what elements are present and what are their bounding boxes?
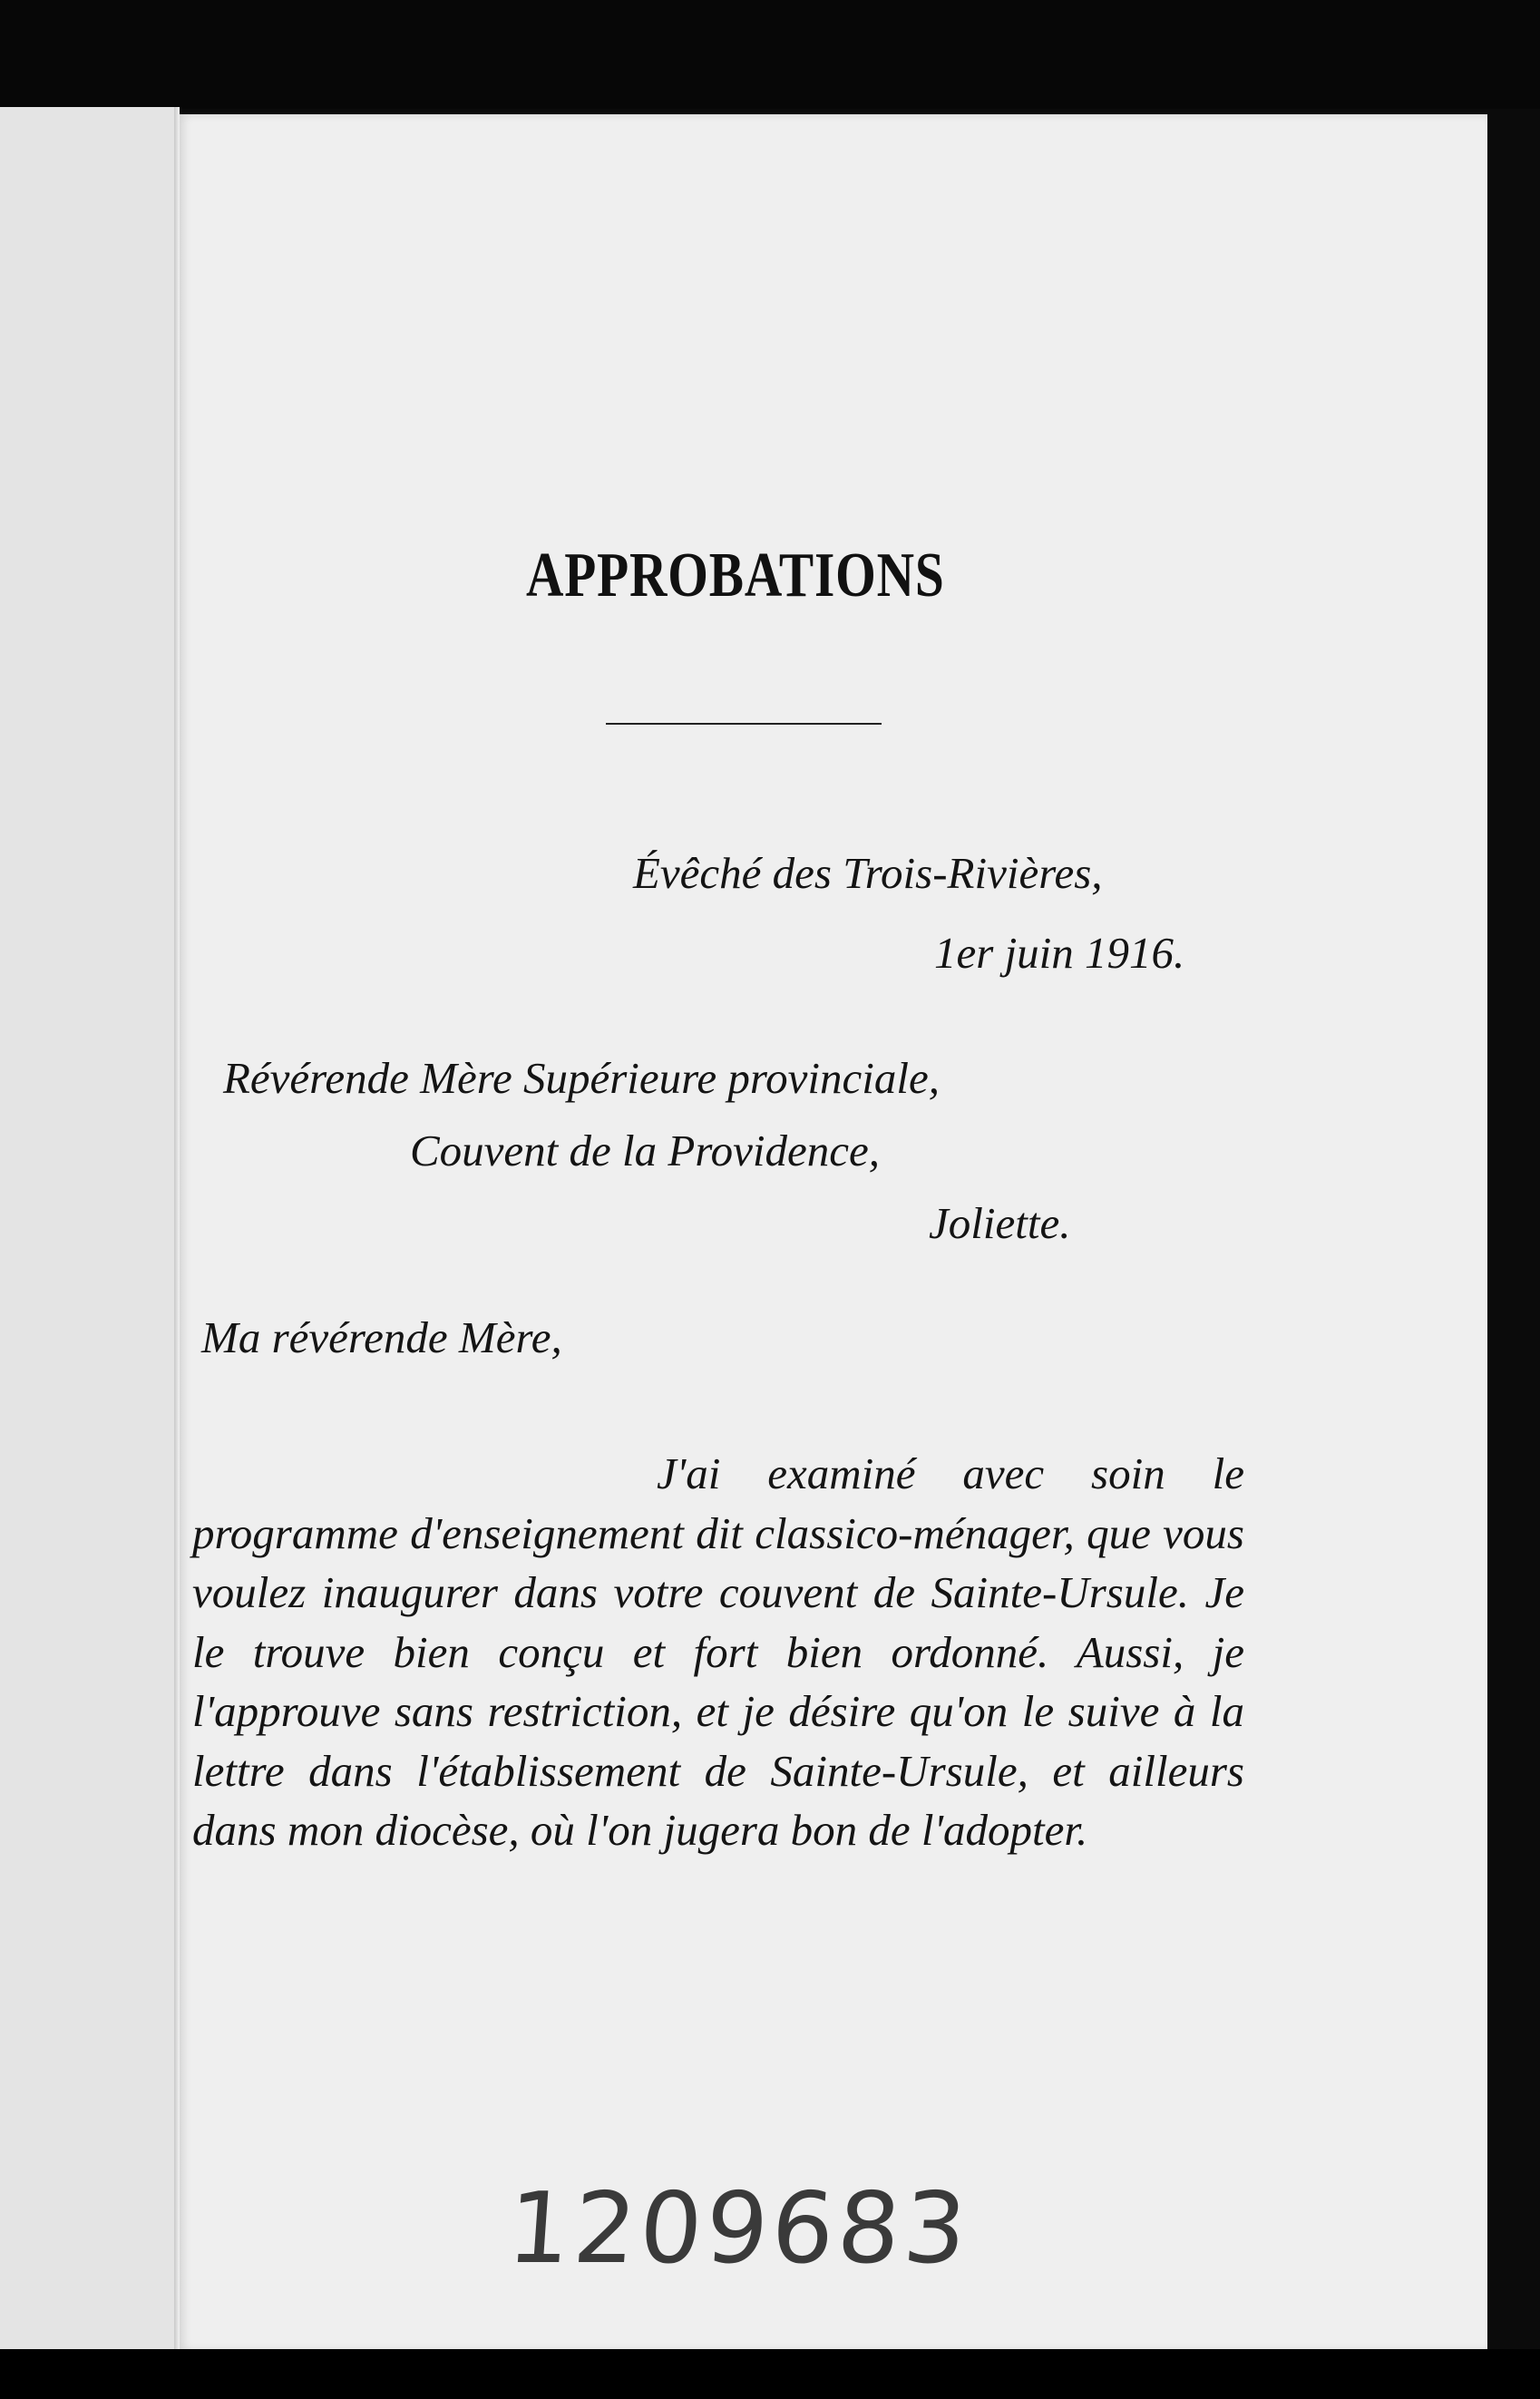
scan-border-top <box>0 0 1540 109</box>
recipient-line-2: Couvent de la Providence, <box>410 1126 880 1175</box>
letter-salutation: Ma révérende Mère, <box>201 1312 562 1362</box>
recipient-line-1: Révérende Mère Supérieure provinciale, <box>223 1053 941 1103</box>
letter-date: 1er juin 1916. <box>934 928 1185 978</box>
page-title: APPROBATIONS <box>526 541 945 610</box>
title-divider <box>606 723 882 725</box>
handwritten-catalog-number: 1209683 <box>503 2172 974 2286</box>
recipient-line-3: Joliette. <box>929 1198 1071 1248</box>
scan-border-bottom <box>0 2349 1540 2399</box>
letter-place: Évêché des Trois-Rivières, <box>633 848 1103 898</box>
facing-page-edge <box>0 107 178 2356</box>
page-fold <box>174 107 180 2356</box>
letter-body: J'ai examiné avec soin le programme d'enseignement dit classico-ménager, que vous voulez inaugurer dans votre couvent de Sainte-Ursule. Je le trouve bien conçu et fort bien ordonné. Aussi, je l'approuve sans restriction, et je désire qu'on le suive à la lettre dans l'établissement de Sainte-Ursule, et ailleurs dans mon diocèse, où l'on jugera bon de l'adopter. <box>192 1448 1244 1855</box>
document-page <box>178 114 1487 2351</box>
